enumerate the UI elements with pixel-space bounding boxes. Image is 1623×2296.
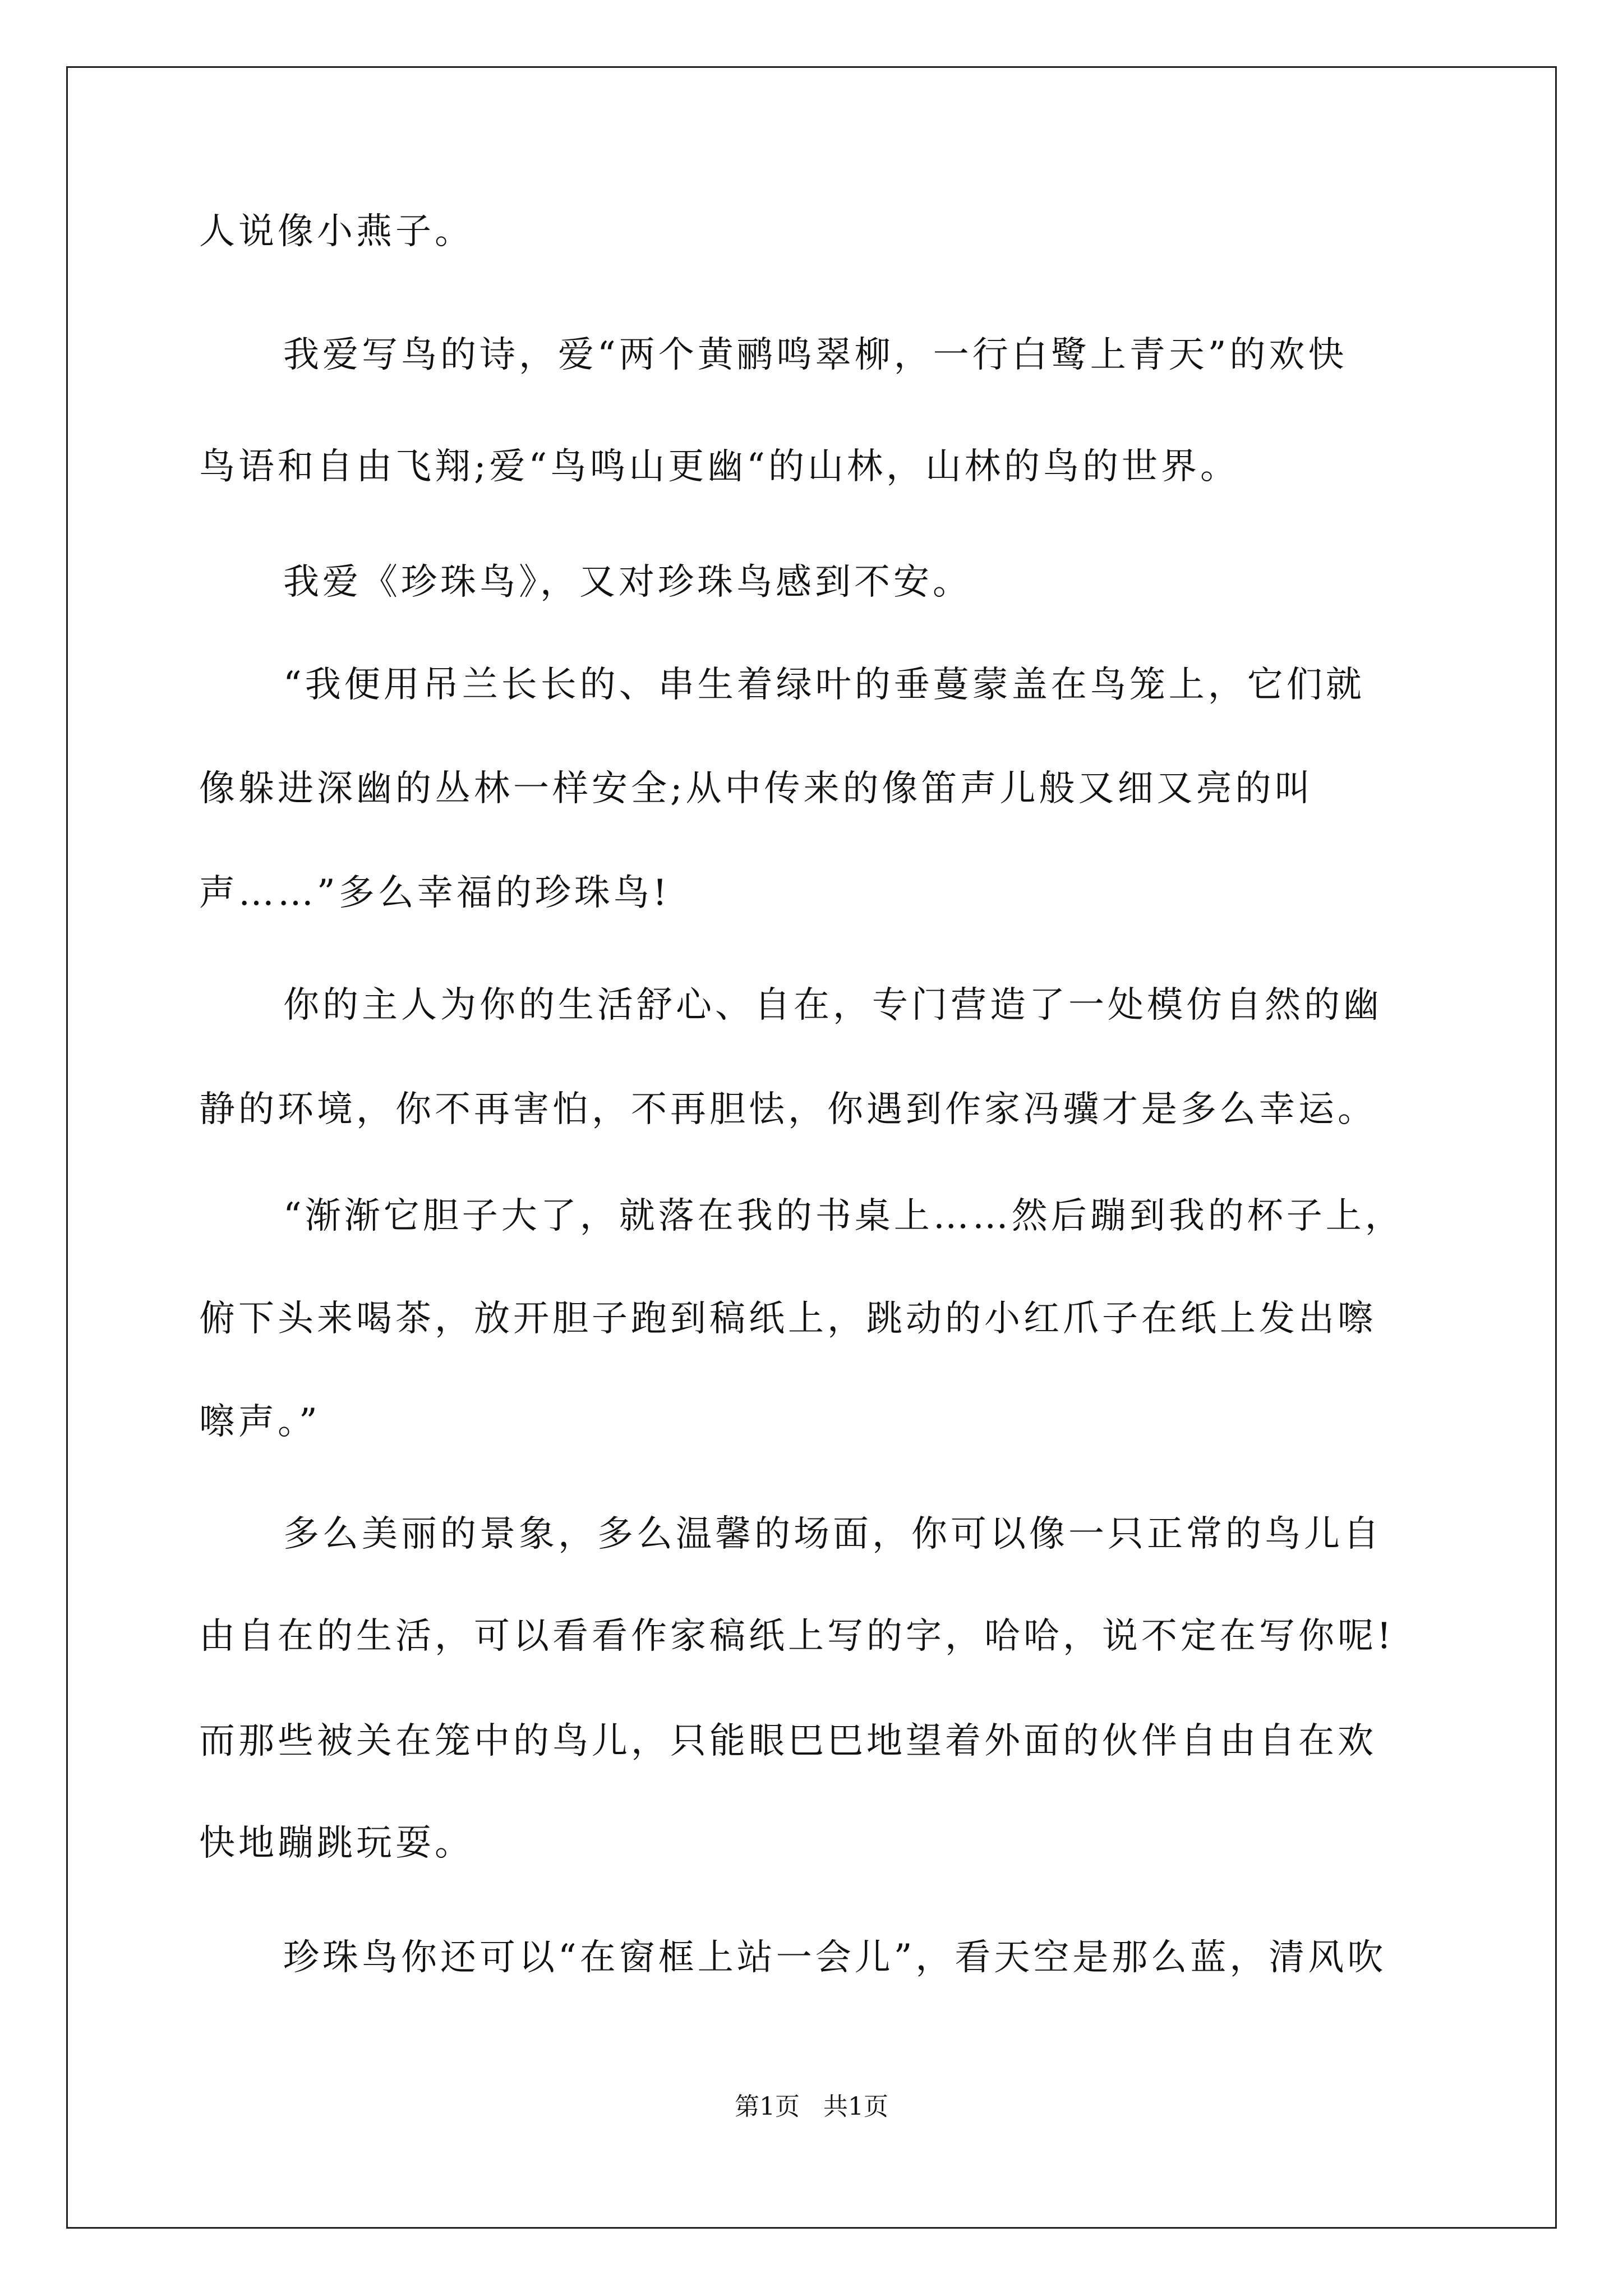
text-line: 快地蹦跳玩耍。 [199, 1823, 474, 1864]
text-line: 多么美丽的景象，多么温馨的场面，你可以像一只正常的鸟儿自 [283, 1513, 1382, 1555]
text-line: “渐渐它胆子大了，就落在我的书桌上……然后蹦到我的杯子上， [283, 1195, 1404, 1237]
text-line: 静的环境，你不再害怕，不再胆怯，你遇到作家冯骥才是多么幸运。 [199, 1089, 1377, 1130]
text-line: 由自在的生活，可以看看作家稿纸上写的字，哈哈，说不定在写你呢! [199, 1616, 1395, 1657]
text-line: 嚓声。” [199, 1401, 321, 1443]
text-line: 我爱《珍珠鸟》，又对珍珠鸟感到不安。 [283, 562, 972, 603]
text-line: 而那些被关在笼中的鸟儿，只能眼巴巴地望着外面的伙伴自由自在欢 [199, 1720, 1377, 1762]
text-line: 你的主人为你的生活舒心、自在，专门营造了一处模仿自然的幽 [283, 984, 1382, 1026]
page-border [66, 66, 1557, 2229]
text-line: 鸟语和自由飞翔;爱“鸟鸣山更幽“的山林，山林的鸟的世界。 [199, 446, 1239, 487]
text-line: 珍珠鸟你还可以“在窗框上站一会儿”，看天空是那么蓝，清风吹 [283, 1937, 1387, 1978]
text-line: 像躲进深幽的丛林一样安全;从中传来的像笛声儿般又细又亮的叫 [199, 768, 1314, 809]
text-line: “我便用吊兰长长的、串生着绿叶的垂蔓蒙盖在鸟笼上，它们就 [283, 664, 1365, 706]
page-number-footer: 第1页 共1页 [735, 2092, 888, 2121]
text-line: 俯下头来喝茶，放开胆子跑到稿纸上，跳动的小红爪子在纸上发出嚓 [199, 1298, 1377, 1340]
text-line: 声……”多么幸福的珍珠鸟! [199, 872, 671, 914]
text-line: 人说像小燕子。 [199, 211, 474, 252]
text-line: 我爱写鸟的诗，爱“两个黄鹂鸣翠柳，一行白鹭上青天”的欢快 [283, 334, 1348, 376]
